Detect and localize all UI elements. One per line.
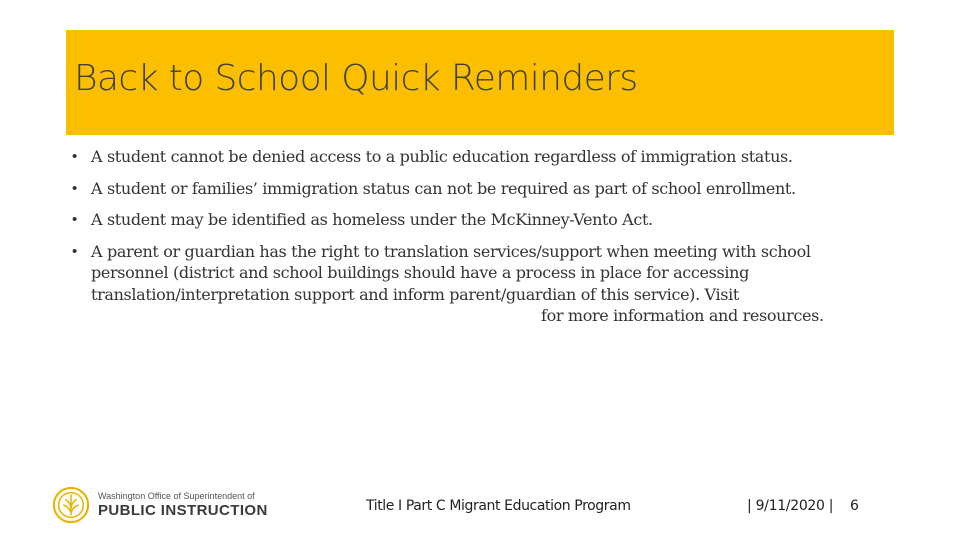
bullet-text [91, 241, 892, 327]
bullet-text: A student cannot be denied access to a public education regardless of immigration status. [91, 147, 793, 166]
bullet-item [72, 146, 892, 168]
bullet-dot-icon: • [72, 242, 78, 260]
bullet-text-after-link: for more information and resources. [541, 306, 824, 325]
logo-subtitle: Washington Office of Superintendent of [98, 490, 255, 501]
bullet-text-before-link: A parent or guardian has the right to translation services/support when meeting with school personnel (district and school buildings should have a process in place for accessing translation/interpretation support and inform parent/guardian of this service). Visit [91, 241, 811, 304]
bullet-item [72, 178, 892, 200]
slide-title: Back to School Quick Reminders [74, 58, 638, 99]
bullet-dot-icon: • [72, 148, 78, 165]
bullet-dot-icon: • [72, 211, 78, 228]
title-bar [66, 30, 894, 135]
bullet-item [72, 241, 892, 327]
bullet-list [72, 146, 892, 337]
ospi-logo [52, 486, 268, 524]
bullet-text: A student or families’ immigration status can not be required as part of school enrollment. [91, 178, 796, 198]
bullet-dot-icon: • [72, 179, 78, 197]
bullet-item [72, 209, 892, 231]
bullet-text: A student may be identified as homeless under the McKinney-Vento Act. [91, 210, 653, 229]
page-number: 6 [850, 498, 859, 514]
wheat-seal-icon [52, 486, 90, 524]
footer-date: | 9/11/2020 | [747, 498, 834, 514]
logo-title: PUBLIC INSTRUCTION [98, 501, 268, 519]
logo-text [98, 491, 268, 520]
footer-program: Title I Part C Migrant Education Program [366, 498, 631, 514]
